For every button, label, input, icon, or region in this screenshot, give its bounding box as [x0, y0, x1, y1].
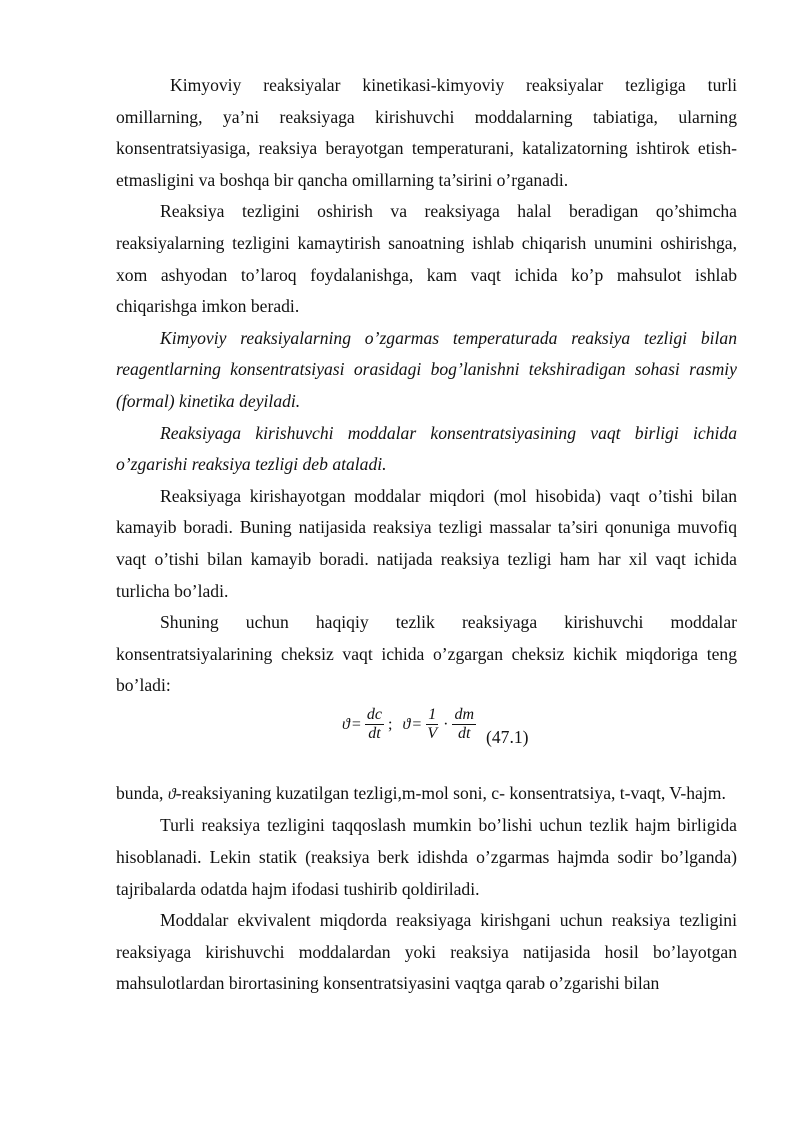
fraction-dc-dt: [365, 706, 384, 743]
paragraph-equivalent-amounts: Moddalar ekvivalent miqdorda reaksiyaga kirishgani uchun reaksiya tezligini reaksiyaga kirishuvchi moddalardan yoki reaksiya natijasida hosil bo’layotgan mahsulotlardan birortasining konsentratsiyasini vaqtga qarab o’zgarishi bilan: [116, 910, 737, 994]
fraction-dm-dt: [452, 706, 476, 743]
fraction-1-v: [425, 706, 439, 743]
paragraph-formal-kinetics: Kimyoviy reaksiyalarning o’zgarmas temperaturada reaksiya tezligi bilan reagentlarning konsentratsiyasi orasidagi bog’lanishni tekshiradigan sohasi rasmiy (formal) kinetika deyiladi.: [116, 327, 737, 411]
fraction-numerator: dc: [366, 705, 382, 723]
fraction-numerator: 1: [428, 705, 437, 723]
paragraph-industry-importance: Reaksiya tezligini oshirish va reaksiyaga halal beradigan qo’shimcha reaksiyalarning tezligini kamaytirish sanoatning ishlab chiqarish unumini oshirishga, xom ashyodan to’laroq foydalanishga, kam vaqt ichida ko’p mahsulot ishlab chiqarishga imkon beradi.: [116, 201, 737, 317]
separator: ;: [388, 715, 393, 733]
legend-prefix: bunda,: [116, 782, 164, 803]
fraction-denominator: dt: [368, 724, 381, 742]
formula-expression: [342, 706, 478, 743]
paragraph-volume-unit: Turli reaksiya tezligini taqqoslash mumkin bo’lishi uchun tezlik hajm birligida hisoblanadi. Lekin statik (reaksiya berk idishda o’zgarmas hajmda sodir bo’lganda) tajribalarda odatda hajm ifodasi tushirib qoldiriladi.: [116, 815, 737, 899]
equals-sign: =: [351, 715, 361, 733]
paragraph-variable-legend: [116, 778, 737, 811]
rate-symbol: ϑ: [167, 785, 176, 803]
paragraph-kinetics-definition: Kimyoviy reaksiyalar kinetikasi-kimyoviy reaksiyalar tezligiga turli omillarning, ya’ni reaksiyaga kirishuvchi moddalarning tabiatiga, ularning konsentratsiyasiga, reaksiya berayotgan temperaturani, katalizatorning ishtirok etish-etmasligini va boshqa bir qancha omillarning ta’sirini o’rganadi.: [116, 75, 737, 190]
fraction-numerator: dm: [454, 705, 475, 723]
multiplication-dot: ·: [443, 715, 449, 733]
rate-formula: [116, 702, 737, 778]
paragraph-true-rate: Shuning uchun haqiqiy tezlik reaksiyaga kirishuvchi moddalar konsentratsiyalarining cheksiz vaqt ichida o’zgargan cheksiz kichik miqdoriga teng bo’ladi:: [116, 612, 737, 696]
fraction-denominator: V: [427, 724, 438, 742]
fraction-denominator: dt: [458, 724, 471, 742]
rate-symbol: ϑ: [402, 715, 411, 733]
paragraph-decreasing-rate: Reaksiyaga kirishayotgan moddalar miqdori (mol hisobida) vaqt o’tishi bilan kamayib boradi. Buning natijasida reaksiya tezligi massalar ta’siri qonuniga muvofiq vaqt o’tishi bilan kamayib boradi. natijada reaksiya tezligi ham har xil vaqt ichida turlicha bo’ladi.: [116, 485, 737, 601]
body-text: [116, 70, 737, 1000]
equals-sign: =: [412, 715, 422, 733]
rate-symbol: ϑ: [342, 715, 350, 733]
equation-number: (47.1): [486, 726, 529, 747]
legend-text: -reaksiyaning kuzatilgan tezligi,m-mol soni, c- konsentratsiya, t-vaqt, V-hajm.: [175, 782, 726, 803]
paragraph-rate-definition: Reaksiyaga kirishuvchi moddalar konsentratsiyasining vaqt birligi ichida o’zgarishi reaksiya tezligi deb ataladi.: [116, 422, 737, 475]
